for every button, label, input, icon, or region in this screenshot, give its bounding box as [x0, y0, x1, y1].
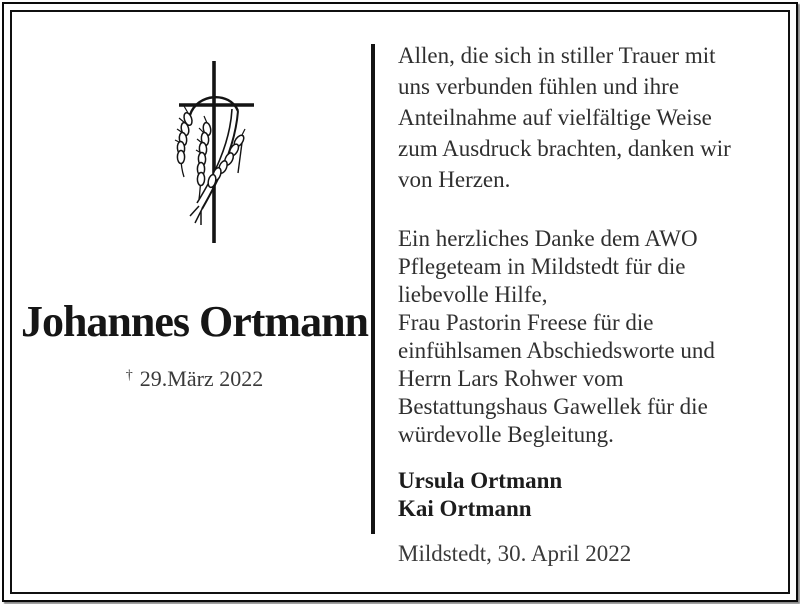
text-line: uns verbunden fühlen und ihre — [398, 74, 680, 99]
deceased-name: Johannes Ortmann — [20, 297, 369, 346]
text-line: Frau Pastorin Freese für die — [398, 310, 654, 335]
text-line: Ursula Ortmann — [398, 468, 563, 493]
text-line: Ein herzliches Danke dem AWO — [398, 226, 698, 251]
death-date-text: 29.März 2022 — [139, 366, 264, 391]
thanks-paragraph — [398, 40, 766, 195]
dagger-symbol: † — [125, 368, 133, 383]
text-line: Anteilnahme auf vielfältige Weise — [398, 105, 712, 130]
text-line: Herrn Lars Rohwer vom — [398, 366, 624, 391]
right-column — [398, 40, 766, 568]
place-and-date: Mildstedt, 30. April 2022 — [398, 541, 632, 566]
acknowledgement-paragraph — [398, 225, 766, 449]
text-line: einfühlsamen Abschiedsworte und — [398, 338, 715, 363]
text-line: zum Ausdruck brachten, danken wir — [398, 136, 731, 161]
text-line: Kai Ortmann — [398, 496, 532, 521]
text-line: Pflegeteam in Mildstedt für die — [398, 254, 686, 279]
text-line: Bestattungshaus Gawellek für die — [398, 394, 708, 419]
text-line: würdevolle Begleitung. — [398, 422, 614, 447]
vertical-divider — [371, 44, 375, 534]
wheat-ear-left — [175, 106, 193, 177]
text-line: von Herzen. — [398, 167, 511, 192]
cross-and-wheat-icon — [150, 53, 280, 253]
death-date — [12, 366, 377, 392]
text-line: liebevolle Hilfe, — [398, 282, 548, 307]
text-line: Allen, die sich in stiller Trauer mit — [398, 43, 716, 68]
mourners-list — [398, 467, 766, 523]
